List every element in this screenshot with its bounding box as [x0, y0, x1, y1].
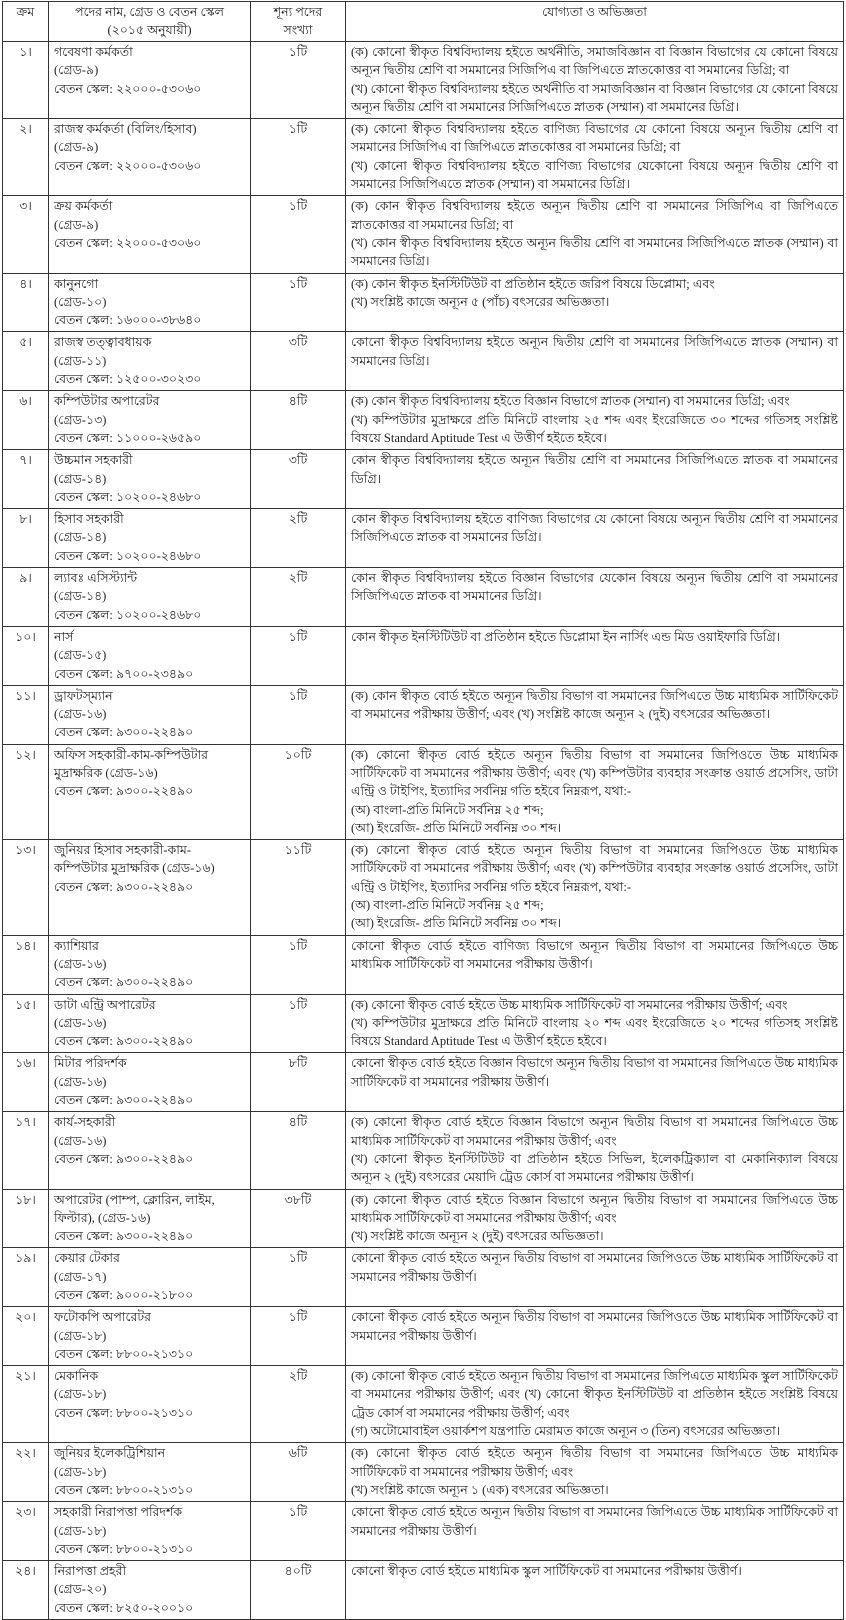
qualification-cell — [346, 1443, 844, 1502]
post-cell — [49, 1189, 251, 1248]
header-post-line: পদের নাম, গ্রেড ও বেতন স্কেল — [75, 5, 224, 19]
serial-cell: ১৫। — [3, 994, 49, 1053]
qualification-paragraph: (ক) কোনো স্বীকৃত বোর্ড হইতে অন্যূন দ্বিতীয় বিভাগ বা সমমানের জিপিএতে মাধ্যমিক স্কুল সার্টিফিকেট বা সমমানের পরীক্ষায় উত্তীর্ণ; এবং (খ) কোনো স্বীকৃত ইনস্টিটিউট বা প্রতিষ্ঠান হইতে সংশ্লিষ্ট বিষয়ে ট্রেড কোর্স বা সমমানের পরীক্ষায় উত্তীর্ণ; এবং — [351, 1369, 838, 1420]
qualification-cell — [346, 1189, 844, 1248]
qualification-paragraph: কোনো স্বীকৃত বোর্ড হইতে অন্যূন দ্বিতীয় বিভাগ বা সমমানের জিপিএতে উচ্চ মাধ্যমিক সার্টিফিকেট বা সমমানের পরীক্ষায় উত্তীর্ণ। — [351, 1505, 838, 1538]
qualification-paragraph: (ক) কোন স্বীকৃত ইনস্টিটিউট বা প্রতিষ্ঠান হইতে জরিপ বিষয়ে ডিপ্লোমা; এবং — [351, 276, 715, 291]
qualification-paragraph: (ক) কোনো স্বীকৃত বোর্ড হইতে অন্যূন দ্বিতীয় বিভাগ বা সমমানের জিপিএতে উচ্চ মাধ্যমিক সার্টিফিকেট বা সমমানের পরীক্ষায় উত্তীর্ণ; এবং — [351, 1446, 838, 1479]
vacancy-count-cell: ৪০টি — [251, 1561, 346, 1620]
qualification-paragraph: কোনো স্বীকৃত বোর্ড হইতে বিজ্ঞান বিভাগে অন্যূন দ্বিতীয় বিভাগ বা সমমানের জিপিএতে উচ্চ মাধ্যমিক সার্টিফিকেট বা সমমানের পরীক্ষায় উত্তীর্ণ। — [351, 1056, 838, 1089]
qualification-cell — [346, 1053, 844, 1112]
serial-cell: ১২। — [3, 744, 49, 839]
post-line: (গ্রেড-১১) — [54, 353, 107, 368]
qualification-paragraph: কোনো স্বীকৃত বোর্ড হইতে মাধ্যমিক স্কুল সার্টিফিকেট বা সমমানের পরীক্ষায় উত্তীর্ণ। — [351, 1564, 742, 1579]
serial-cell: ২৩। — [3, 1502, 49, 1561]
qualification-cell — [346, 42, 844, 119]
table-row — [3, 1189, 844, 1248]
qualification-cell — [346, 744, 844, 839]
post-cell — [49, 273, 251, 332]
vacancy-count-cell: ১টি — [251, 1307, 346, 1366]
post-line: ফিল্টার), (গ্রেড-১৬) — [54, 1210, 151, 1225]
post-cell — [49, 509, 251, 568]
qualification-cell — [346, 626, 844, 685]
post-cell — [49, 1366, 251, 1443]
serial-cell: ১৩। — [3, 840, 49, 935]
post-line: (গ্রেড-৯) — [54, 140, 99, 155]
table-row — [3, 685, 844, 744]
qualification-cell — [346, 391, 844, 450]
post-line: (গ্রেড-৯) — [54, 217, 99, 232]
table-row — [3, 1307, 844, 1366]
qualification-cell — [346, 568, 844, 627]
serial-cell: ১১। — [3, 685, 49, 744]
qualification-cell — [346, 450, 844, 509]
qualification-cell — [346, 1248, 844, 1307]
post-line: (গ্রেড-১৬) — [54, 707, 107, 722]
table-row — [3, 1112, 844, 1189]
header-qualification: যোগ্যতা ও অভিজ্ঞতা — [346, 2, 844, 42]
qualification-paragraph: (গ) অটোমোবাইল ওয়ার্কশপ যন্ত্রপাতি মেরামত কাজে অন্যূন ৩ (তিন) বৎসরের অভিজ্ঞতা। — [351, 1424, 781, 1439]
qualification-paragraph: (আ) ইংরেজি- প্রতি মিনিটে সর্বনিম্ন ৩০ শব্দ। — [351, 820, 562, 835]
table-row — [3, 1443, 844, 1502]
post-line: বেতন স্কেল: ১৬০০০-৩৮৬৪০ — [54, 313, 202, 328]
qualification-paragraph: (ক) কোন স্বীকৃত বিশ্ববিদ্যালয় হইতে অন্যূন দ্বিতীয় শ্রেণি বা সমমানের সিজিপিএ বা জিপিএতে স্নাতকোত্তর বা সমমানের ডিগ্রি; বা — [351, 199, 838, 232]
post-line: বেতন স্কেল: ৯৩০০-২২৪৯০ — [54, 1093, 194, 1108]
serial-cell: ১০। — [3, 626, 49, 685]
post-line: (গ্রেড-১৭) — [54, 1269, 107, 1284]
qualification-paragraph: (আ) ইংরেজি- প্রতি মিনিটে সর্বনিম্ন ৩০ শব্দ। — [351, 916, 562, 931]
serial-cell: ৬। — [3, 391, 49, 450]
qualification-paragraph: (ক) কোনো স্বীকৃত বোর্ড হইতে অন্যূন দ্বিতীয় বিভাগ বা সমমানের জিপিওতে উচ্চ মাধ্যমিক সার্টিফিকেট বা সমমানের পরীক্ষায় উত্তীর্ণ; এবং (খ) কম্পিউটার ব্যবহার সংক্রান্ত ওয়ার্ড প্রসেসিং, ডাটা এন্ট্রি ও টাইপিং, ইত্যাদির সর্বনিম্ন গতি হইবে নিম্নরূপ, যথা:- — [351, 747, 838, 799]
qualification-cell — [346, 332, 844, 391]
qualification-cell — [346, 273, 844, 332]
post-line: কানুনগো — [54, 276, 99, 291]
post-line: হিসাব সহকারী — [54, 512, 124, 527]
vacancy-count-cell: ৬টি — [251, 1443, 346, 1502]
vacancy-count-cell: ১টি — [251, 994, 346, 1053]
post-line: মেকানিক — [54, 1369, 99, 1384]
post-line: রাজস্ব তত্ত্বাবধায়ক — [54, 335, 152, 350]
post-cell — [49, 1053, 251, 1112]
post-line: বেতন স্কেল: ২২০০০-৫৩০৬০ — [54, 235, 202, 250]
qualification-cell — [346, 196, 844, 273]
qualification-cell — [346, 1561, 844, 1620]
post-line: বেতন স্কেল: ১২৫০০-৩০২৩০ — [54, 372, 202, 387]
vacancy-count-cell: ১টি — [251, 196, 346, 273]
post-cell — [49, 568, 251, 627]
serial-cell: ৪। — [3, 273, 49, 332]
serial-cell: ১৮। — [3, 1189, 49, 1248]
post-line: ল্যাবঃ এসিস্ট্যান্ট — [54, 571, 138, 586]
post-cell — [49, 1443, 251, 1502]
vacancy-count-cell: ১টি — [251, 935, 346, 994]
qualification-paragraph: (ক) কোনো স্বীকৃত বোর্ড হইতে বিজ্ঞান বিভাগে অন্যূন দ্বিতীয় বিভাগ বা সমমানের জিপিএতে উচ্চ মাধ্যমিক সার্টিফিকেট বা সমমানের পরীক্ষায় উত্তীর্ণ; এবং — [351, 1115, 838, 1148]
table-row — [3, 196, 844, 273]
post-line: বেতন স্কেল: ৮৮০০-২১৩১০ — [54, 1541, 194, 1556]
qualification-paragraph: (খ) কোনো স্বীকৃত বিশ্ববিদ্যালয় হইতে অর্থনীতি বা সমাজবিজ্ঞান বা বিজ্ঞান বিভাগের যে কোনো বিষয়ে অন্যূন দ্বিতীয় শ্রেণি বা সমমানের সিজিপিএতে স্নাতক (সম্মান) বা সমমানের ডিগ্রি। — [351, 81, 838, 114]
post-line: বেতন স্কেল: ৯৩০০-২২৪৯০ — [54, 975, 194, 990]
post-line: জুনিয়র ইলেকট্রিশিয়ান — [54, 1446, 166, 1461]
table-row — [3, 391, 844, 450]
header-post-line: (২০১৫ অনুযায়ী) — [107, 23, 192, 37]
qualification-paragraph: কোন স্বীকৃত বিশ্ববিদ্যালয় হইতে বাণিজ্য বিভাগের যে কোনো বিষয়ে অন্যূন দ্বিতীয় শ্রেণি বা সমমানের সিজিপিএতে স্নাতক বা সমমানের ডিগ্রি। — [351, 512, 838, 545]
post-line: (গ্রেড-১৮) — [54, 1464, 107, 1479]
post-line: গবেষণা কর্মকর্তা — [54, 45, 133, 59]
vacancy-count-cell: ১টি — [251, 42, 346, 119]
table-row — [3, 1502, 844, 1561]
vacancy-count-cell: ৮টি — [251, 1053, 346, 1112]
serial-cell: ৭। — [3, 450, 49, 509]
qualification-paragraph: কোন স্বীকৃত বিশ্ববিদ্যালয় হইতে বিজ্ঞান বিভাগের যেকোন বিষয়ে অন্যূন দ্বিতীয় শ্রেণি বা সমমানের সিজিপিএতে স্নাতক বা সমমানের ডিগ্রি। — [351, 571, 838, 604]
qualification-paragraph: (খ) কোনো স্বীকৃত ইনস্টিটিউট বা প্রতিষ্ঠান হইতে সিভিল, ইলেকট্রিক্যাল বা মেকানিক্যাল বিষয়ে অন্যূন ২ (দুই) বৎসরের মেয়াদি ট্রেড কোর্স বা সমমানের পরীক্ষায় উত্তীর্ণ। — [351, 1151, 838, 1185]
qualification-paragraph: কোনো স্বীকৃত বোর্ড হইতে বাণিজ্য বিভাগে অন্যূন দ্বিতীয় বিভাগ বা সমমানের জিপিএতে উচ্চ মাধ্যমিক সার্টিফিকেট বা সমমানের পরীক্ষায় উত্তীর্ণ। — [351, 938, 838, 971]
qualification-paragraph: (খ) সংশ্লিষ্ট কাজে অন্যূন ২ (দুই) বৎসরের অভিজ্ঞতা। — [351, 1229, 604, 1244]
qualification-paragraph: (খ) কম্পিউটার মুদ্রাক্ষরে প্রতি মিনিটে বাংলায় ২৫ শব্দ এবং ইংরেজিতে ৩০ শব্দের গতিসহ সংশ্লিষ্ট বিষয়ে Standard Aptitude Test এ উত্তীর্ণ হইতে হইবে। — [351, 412, 838, 445]
post-cell — [49, 332, 251, 391]
post-line: (গ্রেড-১৪) — [54, 530, 107, 545]
post-line: বেতন স্কেল: ৯৩০০-২২৪৯০ — [54, 1034, 194, 1049]
vacancy-count-cell: ১টি — [251, 1502, 346, 1561]
vacancy-count-cell: ২টি — [251, 568, 346, 627]
post-line: (গ্রেড-১৬) — [54, 1133, 107, 1148]
post-line: বেতন স্কেল: ১০২০০-২৪৬৮০ — [54, 548, 202, 563]
post-line: ক্রয় কর্মকর্তা — [54, 199, 113, 214]
table-row — [3, 1248, 844, 1307]
table-row — [3, 994, 844, 1053]
qualification-paragraph: (অ) বাংলা-প্রতি মিনিটে সর্বনিম্ন ২৫ শব্দ; — [351, 898, 544, 913]
serial-cell: ৫। — [3, 332, 49, 391]
vacancy-count-cell: ৪টি — [251, 1112, 346, 1189]
qualification-paragraph: (ক) কোন স্বীকৃত বিশ্ববিদ্যালয় হইতে বিজ্ঞান বিভাগে স্নাতক (সম্মান) বা সমমানের ডিগ্রি; এবং — [351, 394, 790, 409]
table-header-row — [3, 2, 844, 42]
vacancy-count-cell: ৩টি — [251, 332, 346, 391]
qualification-paragraph: কোন স্বীকৃত ইনস্টিটিউট বা প্রতিষ্ঠান হইতে ডিপ্লোমা ইন নার্সিং এন্ড মিড ওয়াইফারি ডিগ্রি। — [351, 629, 781, 644]
post-line: বেতন স্কেল: ৯৩০০-২২৪৯০ — [54, 725, 194, 740]
serial-cell: ১৯। — [3, 1248, 49, 1307]
post-line: (গ্রেড-১৪) — [54, 471, 107, 486]
post-line: কম্পিউটার মুদ্রাক্ষরিক (গ্রেড-১৬) — [54, 861, 215, 876]
post-line: বেতন স্কেল: ৯০০০-২১৮০০ — [54, 1288, 194, 1302]
table-row — [3, 450, 844, 509]
serial-cell: ২৪। — [3, 1561, 49, 1620]
serial-cell: ২০। — [3, 1307, 49, 1366]
post-line: বেতন স্কেল: ৯৩০০-২২৪৯০ — [54, 1151, 194, 1166]
header-post — [49, 2, 251, 42]
post-line: বেতন স্কেল: ৯৩০০-২২৪৯০ — [54, 1229, 194, 1244]
table-row — [3, 509, 844, 568]
qualification-cell — [346, 1502, 844, 1561]
post-line: বেতন স্কেল: ৯৭০০-২৩৪৯০ — [54, 666, 194, 681]
post-line: মিটার পরিদর্শক — [54, 1056, 127, 1071]
post-line: জুনিয়র হিসাব সহকারী-কাম- — [54, 843, 191, 858]
post-line: কেয়ার টেকার — [54, 1251, 120, 1266]
post-line: কম্পিউটার অপারেটর — [54, 394, 160, 409]
post-cell — [49, 42, 251, 119]
table-row — [3, 273, 844, 332]
post-line: (গ্রেড-১৬) — [54, 1074, 107, 1089]
qualification-paragraph: (খ) কম্পিউটার মুদ্রাক্ষরে প্রতি মিনিটে বাংলায় ২০ শব্দ এবং ইংরেজিতে ২০ শব্দের গতিসহ সংশ্লিষ্ট বিষয়ে Standard Aptitude Test এ উত্তীর্ণ হইতে হইবে। — [351, 1015, 838, 1049]
vacancy-count-cell: ৩টি — [251, 450, 346, 509]
table-row — [3, 1561, 844, 1620]
vacancy-count-cell: ৪টি — [251, 391, 346, 450]
post-line: নার্স — [54, 629, 74, 644]
serial-cell: ১৭। — [3, 1112, 49, 1189]
vacancy-count-cell: ২টি — [251, 1366, 346, 1443]
table-row — [3, 332, 844, 391]
post-cell — [49, 1502, 251, 1561]
post-cell — [49, 1561, 251, 1620]
qualification-paragraph: (ক) কোনো স্বীকৃত বিশ্ববিদ্যালয় হইতে অর্থনীতি, সমাজবিজ্ঞান বা বিজ্ঞান বিভাগের যে কোনো বিষয়ে অন্যূন দ্বিতীয় শ্রেণি বা সমমানের সিজিপিএ বা জিপিএতে স্নাতকোত্তর বা সমমানের ডিগ্রি; বা — [351, 45, 838, 78]
qualification-paragraph: কোনো স্বীকৃত বোর্ড হইতে অন্যূন দ্বিতীয় বিভাগ বা সমমানের জিপিওতে উচ্চ মাধ্যমিক সার্টিফিকেট বা সমমানের পরীক্ষায় উত্তীর্ণ। — [351, 1251, 838, 1284]
vacancy-count-cell: ১টি — [251, 685, 346, 744]
post-cell — [49, 1307, 251, 1366]
serial-cell: ১৬। — [3, 1053, 49, 1112]
qualification-paragraph: (খ) সংশ্লিষ্ট কাজে অন্যূন ১ (এক) বৎসরের অভিজ্ঞতা। — [351, 1482, 609, 1497]
vacancy-count-cell: ১টি — [251, 626, 346, 685]
vacancy-count-cell: ১টি — [251, 273, 346, 332]
post-line: উচ্চমান সহকারী — [54, 453, 133, 468]
serial-cell: ৮। — [3, 509, 49, 568]
qualification-cell — [346, 509, 844, 568]
post-line: (গ্রেড-১০) — [54, 294, 107, 309]
post-cell — [49, 450, 251, 509]
qualification-cell — [346, 1112, 844, 1189]
qualification-paragraph: (খ) কোনো স্বীকৃত বিশ্ববিদ্যালয় হইতে বাণিজ্য বিভাগের যেকোনো বিষয়ে অন্যূন দ্বিতীয় শ্রেণি বা সমমানের সিজিপিএতে স্নাতক (সম্মান) বা সমমানের ডিগ্রি। — [351, 158, 838, 192]
table-row — [3, 744, 844, 839]
serial-cell: ২১। — [3, 1366, 49, 1443]
post-line: ক্যাশিয়ার — [54, 938, 99, 953]
serial-cell: ২। — [3, 119, 49, 196]
serial-cell: ৯। — [3, 568, 49, 627]
job-vacancy-table — [2, 1, 844, 1620]
post-cell — [49, 744, 251, 839]
post-cell — [49, 119, 251, 196]
qualification-paragraph: (খ) সংশ্লিষ্ট কাজে অন্যূন ৫ (পাঁচ) বৎসরের অভিজ্ঞতা। — [351, 294, 610, 309]
qualification-paragraph: কোন স্বীকৃত বিশ্ববিদ্যালয় হইতে অন্যূন দ্বিতীয় শ্রেণি বা সমমানের সিজিপিএতে স্নাতক বা সমমানের ডিগ্রি। — [351, 453, 838, 486]
table-row — [3, 42, 844, 119]
post-line: রাজস্ব কর্মকর্তা (বিলিং/হিসাব) — [54, 122, 197, 137]
post-line: অফিস সহকারী-কাম-কম্পিউটার — [54, 747, 209, 762]
table-row — [3, 935, 844, 994]
qualification-paragraph: (ক) কোন স্বীকৃত বোর্ড হইতে অন্যূন দ্বিতীয় বিভাগ বা সমমানের জিপিএতে উচ্চ মাধ্যমিক সার্টিফিকেট বা সমমানের পরীক্ষায় উত্তীর্ণ; এবং (খ) সংশ্লিষ্ট কাজে অন্যূন ২ (দুই) বৎসরের অভিজ্ঞতা। — [351, 688, 838, 722]
qualification-cell — [346, 685, 844, 744]
post-line: বেতন স্কেল: ১০২০০-২৪৬৮০ — [54, 489, 202, 504]
qualification-paragraph: (খ) কোন স্বীকৃত বিশ্ববিদ্যালয় হইতে অন্যূন দ্বিতীয় শ্রেণি বা সমমানের সিজিপিএতে স্নাতক (সম্মান) বা সমমানের ডিগ্রি। — [351, 235, 838, 269]
vacancy-count-cell: ৩৮টি — [251, 1189, 346, 1248]
post-line: অপারেটর (পাম্প, ক্লোরিন, লাইম, — [54, 1192, 215, 1207]
post-cell — [49, 196, 251, 273]
table-row — [3, 1366, 844, 1443]
qualification-paragraph: কোনো স্বীকৃত বোর্ড হইতে অন্যূন দ্বিতীয় বিভাগ বা সমমানের জিপিওতে উচ্চ মাধ্যমিক সার্টিফিকেট বা সমমানের পরীক্ষায় উত্তীর্ণ। — [351, 1310, 838, 1343]
post-line: (গ্রেড-২০) — [54, 1582, 107, 1597]
post-cell — [49, 1248, 251, 1307]
post-line: (গ্রেড-১৪) — [54, 589, 107, 604]
serial-cell: ৩। — [3, 196, 49, 273]
post-line: বেতন স্কেল: ৮৮০০-২১৩১০ — [54, 1405, 194, 1420]
post-line: ড্রাফটস্‌ম্যান — [54, 688, 113, 703]
post-line: (গ্রেড-১৩) — [54, 412, 107, 427]
post-line: (গ্রেড-১৮) — [54, 1328, 107, 1343]
post-line: বেতন স্কেল: ৯৩০০-২২৪৯০ — [54, 879, 194, 894]
post-line: কার্য-সহকারী — [54, 1115, 116, 1130]
post-line: মুদ্রাক্ষরিক (গ্রেড-১৬) — [54, 765, 158, 780]
vacancy-count-cell: ২টি — [251, 509, 346, 568]
post-line: ডাটা এন্ট্রি অপারেটর — [54, 997, 156, 1012]
post-line: বেতন স্কেল: ৯৩০০-২২৪৯০ — [54, 784, 194, 799]
post-cell — [49, 840, 251, 935]
post-cell — [49, 685, 251, 744]
post-cell — [49, 935, 251, 994]
post-line: সহকারী নিরাপত্তা পরিদর্শক — [54, 1505, 183, 1520]
serial-cell: ১৪। — [3, 935, 49, 994]
header-serial: ক্রম — [3, 2, 49, 42]
qualification-paragraph: (অ) বাংলা-প্রতি মিনিটে সর্বনিম্ন ২৫ শব্দ; — [351, 802, 544, 817]
post-line: বেতন স্কেল: ২২০০০-৫৩০৬০ — [54, 81, 202, 96]
vacancy-count-cell: ১টি — [251, 119, 346, 196]
table-row — [3, 1053, 844, 1112]
post-line: (গ্রেড-১৬) — [54, 956, 107, 971]
qualification-cell — [346, 935, 844, 994]
vacancy-count-cell: ১টি — [251, 1248, 346, 1307]
qualification-paragraph: (ক) কোনো স্বীকৃত বোর্ড হইতে অন্যূন দ্বিতীয় বিভাগ বা সমমানের জিপিওতে উচ্চ মাধ্যমিক সার্টিফিকেট বা সমমানের পরীক্ষায় উত্তীর্ণ; এবং (খ) কম্পিউটার ব্যবহার সংক্রান্ত ওয়ার্ড প্রসেসিং, ডাটা এন্ট্রি ও টাইপিং, ইত্যাদির সর্বনিম্ন গতি হইবে নিম্নরূপ, যথা:- — [351, 843, 838, 894]
post-cell — [49, 626, 251, 685]
table-row — [3, 119, 844, 196]
table-row — [3, 840, 844, 935]
qualification-paragraph: (ক) কোনো স্বীকৃত বোর্ড হইতে বিজ্ঞান বিভাগে অন্যূন দ্বিতীয় বিভাগ বা সমমানের জিপিএতে উচ্চ মাধ্যমিক সার্টিফিকেট বা সমমানের পরীক্ষায় উত্তীর্ণ; এবং — [351, 1192, 838, 1225]
table-row — [3, 626, 844, 685]
qualification-paragraph: (ক) কোনো স্বীকৃত বোর্ড হইতে উচ্চ মাধ্যমিক সার্টিফিকেট বা সমমানের পরীক্ষায় উত্তীর্ণ; এবং — [351, 997, 788, 1012]
table-body — [3, 42, 844, 1620]
post-line: বেতন স্কেল: ৮৮০০-২১৩১০ — [54, 1346, 194, 1361]
post-line: বেতন স্কেল: ১০২০০-২৪৬৮০ — [54, 607, 202, 622]
post-line: (গ্রেড-৯) — [54, 63, 99, 78]
qualification-cell — [346, 1307, 844, 1366]
post-cell — [49, 1112, 251, 1189]
qualification-cell — [346, 1366, 844, 1443]
post-line: বেতন স্কেল: ৮৮০০-২১৩১০ — [54, 1482, 194, 1497]
serial-cell: ১। — [3, 42, 49, 119]
post-line: (গ্রেড-১৮) — [54, 1523, 107, 1538]
post-line: (গ্রেড-১৫) — [54, 648, 107, 663]
qualification-cell — [346, 840, 844, 935]
header-count-line: সংখ্যা — [283, 23, 313, 37]
post-line: নিরাপত্তা প্রহরী — [54, 1564, 127, 1579]
post-line: বেতন স্কেল: ৮২৫০-২০০১০ — [54, 1600, 194, 1615]
header-count — [251, 2, 346, 42]
post-cell — [49, 391, 251, 450]
post-line: (গ্রেড-১৬) — [54, 1015, 107, 1030]
qualification-cell — [346, 994, 844, 1053]
post-line: (গ্রেড-১৮) — [54, 1387, 107, 1402]
post-line: বেতন স্কেল: ২২০০০-৫৩০৬০ — [54, 158, 202, 173]
post-cell — [49, 994, 251, 1053]
qualification-paragraph: (ক) কোনো স্বীকৃত বিশ্ববিদ্যালয় হইতে বাণিজ্য বিভাগের যে কোনো বিষয়ে অন্যূন দ্বিতীয় শ্রেণি বা সমমানের সিজিপিএ বা জিপিএতে স্নাতকোত্তর বা সমমানের ডিগ্রি; বা — [351, 122, 838, 155]
serial-cell: ২২। — [3, 1443, 49, 1502]
post-line: ফটোকপি অপারেটর — [54, 1310, 152, 1325]
table-row — [3, 568, 844, 627]
post-line: বেতন স্কেল: ১১০০০-২৬৫৯০ — [54, 430, 202, 445]
qualification-cell — [346, 119, 844, 196]
header-count-line: শূন্য পদের — [273, 5, 323, 19]
vacancy-count-cell: ১১টি — [251, 840, 346, 935]
qualification-paragraph: কোনো স্বীকৃত বিশ্ববিদ্যালয় হইতে অন্যূন দ্বিতীয় শ্রেণি বা সমমানের সিজিপিএতে স্নাতক (সম্মান) বা সমমানের ডিগ্রি। — [351, 335, 838, 368]
vacancy-count-cell: ১০টি — [251, 744, 346, 839]
